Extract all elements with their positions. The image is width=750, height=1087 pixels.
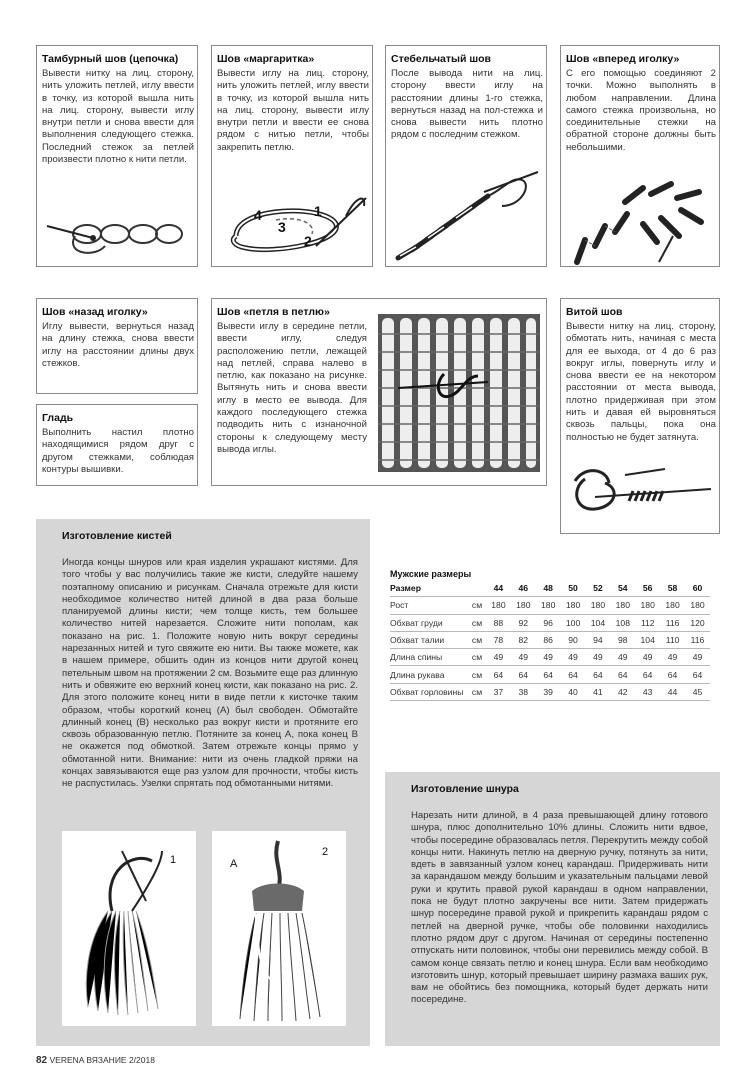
backstitch-title: Шов «назад иголку» [42, 306, 148, 318]
size-table [390, 580, 710, 701]
cell: 180 [685, 597, 710, 614]
cell: 49 [610, 649, 635, 666]
row-unit: см [468, 614, 486, 631]
row-unit: см [468, 597, 486, 614]
stem-stitch-title: Стебельчатый шов [391, 53, 491, 65]
cell: 64 [536, 666, 561, 683]
size-table-title: Мужские размеры [390, 569, 472, 579]
tassel-fig2-label: 2 [322, 846, 329, 858]
tassels-panel [36, 519, 370, 1046]
cell: 180 [586, 597, 611, 614]
cell: 64 [635, 666, 660, 683]
daisy-stitch-title: Шов «маргаритка» [217, 53, 315, 65]
cell: 64 [511, 666, 536, 683]
tassel-figure-2 [212, 831, 346, 1026]
table-row [390, 666, 710, 683]
cell: 108 [610, 614, 635, 631]
cell: 86 [536, 631, 561, 648]
cord-text: Нарезать нити длиной, в 4 раза превышающей длину готового шнура, плюс дополнительно 10% длины. Сложить нити вдвое, чтобы посередине образовалась петля. Перекрутить между собой концы нити. Накинуть петлю на дверную ручку, потянуть за нити, вдеть в завязанный узлом конец карандаш. Придерживать нити за карандашом между большим и указательным пальцами левой руки и крутить правой рукой карандаш в одном направлении, пока не будут плотно закручены все нити. Затем придержать шнур посередине правой рукой и прикрепить карандаш рядом с петлей на дверной ручке, чтобы обе половинки находились плотно рядом друг с другом. Начиная от середины постепенно отпускать нити половинок, чтобы они перевились между собой. В самом конце связать петлю и конец шнура. Если вам необходимо изготовить шнур, который превышает ширину размаха ваших рук, вам не обойтись без помощника, который будет держать нити посередине. [411, 810, 708, 1006]
cell: 116 [685, 631, 710, 648]
loop-stitch-illustration [378, 314, 540, 472]
size-header: 54 [610, 580, 635, 597]
daisy-stitch-illustration [216, 186, 370, 266]
tassel-fig2-mark-b: B [270, 998, 278, 1010]
cord-title: Изготовление шнура [411, 783, 519, 795]
loop-stitch-box [211, 298, 547, 486]
page-footer [36, 1055, 155, 1066]
size-header: 46 [511, 580, 536, 597]
cell: 38 [511, 683, 536, 700]
daisy-stitch-box [211, 45, 373, 267]
tambour-stitch-illustration [45, 206, 193, 264]
satin-stitch-box [36, 404, 198, 486]
cell: 45 [685, 683, 710, 700]
cell: 64 [610, 666, 635, 683]
cell: 116 [660, 614, 685, 631]
cord-panel [385, 772, 720, 1046]
cell: 37 [486, 683, 511, 700]
cell: 49 [586, 649, 611, 666]
daisy-mark-2: 2 [304, 233, 312, 249]
running-stitch-box [560, 45, 720, 267]
cell: 64 [685, 666, 710, 683]
size-header: 58 [660, 580, 685, 597]
size-header: 52 [586, 580, 611, 597]
backstitch-box [36, 298, 198, 394]
cell: 112 [635, 614, 660, 631]
cell: 64 [660, 666, 685, 683]
cell: 120 [685, 614, 710, 631]
row-label: Длина спины [390, 649, 468, 666]
cell: 180 [536, 597, 561, 614]
twisted-stitch-title: Витой шов [566, 306, 623, 318]
cell: 180 [610, 597, 635, 614]
tambour-stitch-text: Вывести нитку на лиц. сторону, нить уложить петлей, иглу ввести в точку, из которой вышла нить на лиц. сторону, вывести иглу внутри петли и снова ввести для выполнения следующего стежка. Последний стежок за петлей произвести плотно к нити петли. [42, 68, 194, 166]
cell: 43 [635, 683, 660, 700]
cell: 180 [660, 597, 685, 614]
size-header-label: Размер [390, 580, 468, 597]
size-header: 56 [635, 580, 660, 597]
cell: 39 [536, 683, 561, 700]
satin-stitch-title: Гладь [42, 412, 74, 424]
backstitch-text: Иглу вывести, вернуться назад на длину стежка, снова ввести иглу на расстоянии длины двух стежков. [42, 321, 194, 369]
running-stitch-text: С его помощью соединяют 2 точки. Можно выполнять в любом направлении. Длина самого стежка произвольна, но соединительные стежки на обратной стороне должны быть небольшими. [566, 68, 716, 153]
twisted-stitch-illustration [565, 459, 717, 529]
tassels-text: Иногда концы шнуров или края изделия украшают кистями. Для того чтобы у вас получились такие же кисти, следуйте нашему поэтапному описанию и рисункам. Сначала отрежьте для кисти необходимое количество нитей длиной в два раза больше планируемой длины кисти; чем толще кисть, тем большее количество нитей нарезается. Сложите нити пополам, как показано на рис. 1. Положите новую нить вокруг середины нарезанных нитей и туго свяжите ею нити. Вы также можете, как в нашем примере, обшить один из концов нити другой конец петельным швом на протяжении 2 см. Возьмите еще раз длинную нить и обвяжите ею верхний конец кисти, как показано на рис. 2. Для этого положите конец нити в виде петли к кисточке таким образом, чтобы короткий конец (А) был свободен. Обмотайте длинный конец (В) несколько раз вокруг кисти и протяните его сквозь образованную петлю. Потяните за конец А, пока конец В не окажется под обмоткой. Затем отрежьте концы прямо у обмотанной нити. Внимание: нити из очень гладкой пряжи на концах завязываются еще раз узлом для прочности, чтобы кисть не распустилась. Узелки спрятать под обмотанными нитями. [62, 557, 358, 790]
daisy-stitch-text: Вывести иглу на лиц. сторону, нить уложить петлей, иглу ввести в точку, из которой вышла нить на лиц. сторону, вывести иглу внутри петли и ввести ее снова рядом с нитью петли, чтобы закрепить петлю. [217, 68, 369, 153]
tambour-stitch-title: Тамбурный шов (цепочка) [42, 53, 179, 65]
cell: 42 [610, 683, 635, 700]
table-row [390, 597, 710, 614]
cell: 44 [660, 683, 685, 700]
size-header: 60 [685, 580, 710, 597]
cell: 49 [635, 649, 660, 666]
size-header: 48 [536, 580, 561, 597]
stem-stitch-text: После вывода нити на лиц. сторону ввести иглу на расстоянии длины 1-го стежка, вернуться назад на пол-стежка и снова вывести нить плотно рядом с последним стежком. [391, 68, 543, 141]
twisted-stitch-box [560, 298, 720, 534]
row-unit: см [468, 683, 486, 700]
table-row [390, 683, 710, 700]
cell: 110 [660, 631, 685, 648]
row-unit: см [468, 666, 486, 683]
stem-stitch-box [385, 45, 547, 267]
row-label: Рост [390, 597, 468, 614]
row-label: Обхват груди [390, 614, 468, 631]
row-unit: см [468, 631, 486, 648]
cell: 100 [561, 614, 586, 631]
cell: 82 [511, 631, 536, 648]
tambour-stitch-box [36, 45, 198, 267]
tassel-figure-1 [62, 831, 196, 1026]
cell: 88 [486, 614, 511, 631]
cell: 180 [486, 597, 511, 614]
daisy-mark-1: 1 [314, 203, 322, 219]
cell: 64 [586, 666, 611, 683]
row-label: Обхват горловины [390, 683, 468, 700]
cell: 180 [511, 597, 536, 614]
cell: 96 [536, 614, 561, 631]
running-stitch-illustration [565, 166, 717, 266]
table-row [390, 649, 710, 666]
size-header: 44 [486, 580, 511, 597]
cell: 104 [635, 631, 660, 648]
cell: 64 [486, 666, 511, 683]
magazine-name: VERENA ВЯЗАНИЕ 2/2018 [49, 1055, 155, 1065]
satin-stitch-text: Выполнить настил плотно находящимися рядом друг с другом стежками, соблюдая контуры вышивки. [42, 427, 194, 475]
daisy-mark-3: 3 [278, 219, 286, 235]
stem-stitch-illustration [392, 166, 542, 266]
cell: 49 [536, 649, 561, 666]
cell: 49 [561, 649, 586, 666]
cell: 41 [586, 683, 611, 700]
cell: 78 [486, 631, 511, 648]
cell: 92 [511, 614, 536, 631]
cell: 180 [561, 597, 586, 614]
cell: 180 [635, 597, 660, 614]
cell: 104 [586, 614, 611, 631]
running-stitch-title: Шов «вперед иголку» [566, 53, 680, 65]
row-label: Обхват талии [390, 631, 468, 648]
size-header: 50 [561, 580, 586, 597]
cell: 90 [561, 631, 586, 648]
page-number: 82 [36, 1055, 48, 1066]
loop-stitch-title: Шов «петля в петлю» [217, 306, 330, 318]
size-table-header-row [390, 580, 710, 597]
daisy-mark-4: 4 [254, 207, 262, 223]
table-row [390, 631, 710, 648]
cell: 98 [610, 631, 635, 648]
cell: 49 [486, 649, 511, 666]
table-row [390, 614, 710, 631]
cell: 49 [660, 649, 685, 666]
tassels-title: Изготовление кистей [62, 530, 172, 542]
row-label: Длина рукава [390, 666, 468, 683]
twisted-stitch-text: Вывести нитку на лиц. сторону, обмотать нить, начиная с места для ее выхода, от 4 до 6 раз вокруг иглы, повернуть иглу и снова ввести ее на некотором расстоянии от места вывода, плотно придерживая при этом нить и давая ей выровняться сквозь пальцы, пока она полностью не будет затянута. [566, 321, 716, 443]
cell: 64 [561, 666, 586, 683]
tassel-fig1-label: 1 [170, 854, 177, 866]
cell: 40 [561, 683, 586, 700]
row-unit: см [468, 649, 486, 666]
cell: 49 [511, 649, 536, 666]
cell: 94 [586, 631, 611, 648]
loop-stitch-text: Вывести иглу в середине петли, ввести иглу, следуя расположению петли, лежащей над петлей, справа налево в петлю, как показано на рисунке. Вытянуть нить и снова ввести иглу в место ее вывода. Для каждого последующего стежка подводить нить с изнаночной стороны к следующему месту вывода иглы. [217, 321, 367, 455]
tassel-fig2-mark-a: A [230, 858, 238, 870]
cell: 49 [685, 649, 710, 666]
